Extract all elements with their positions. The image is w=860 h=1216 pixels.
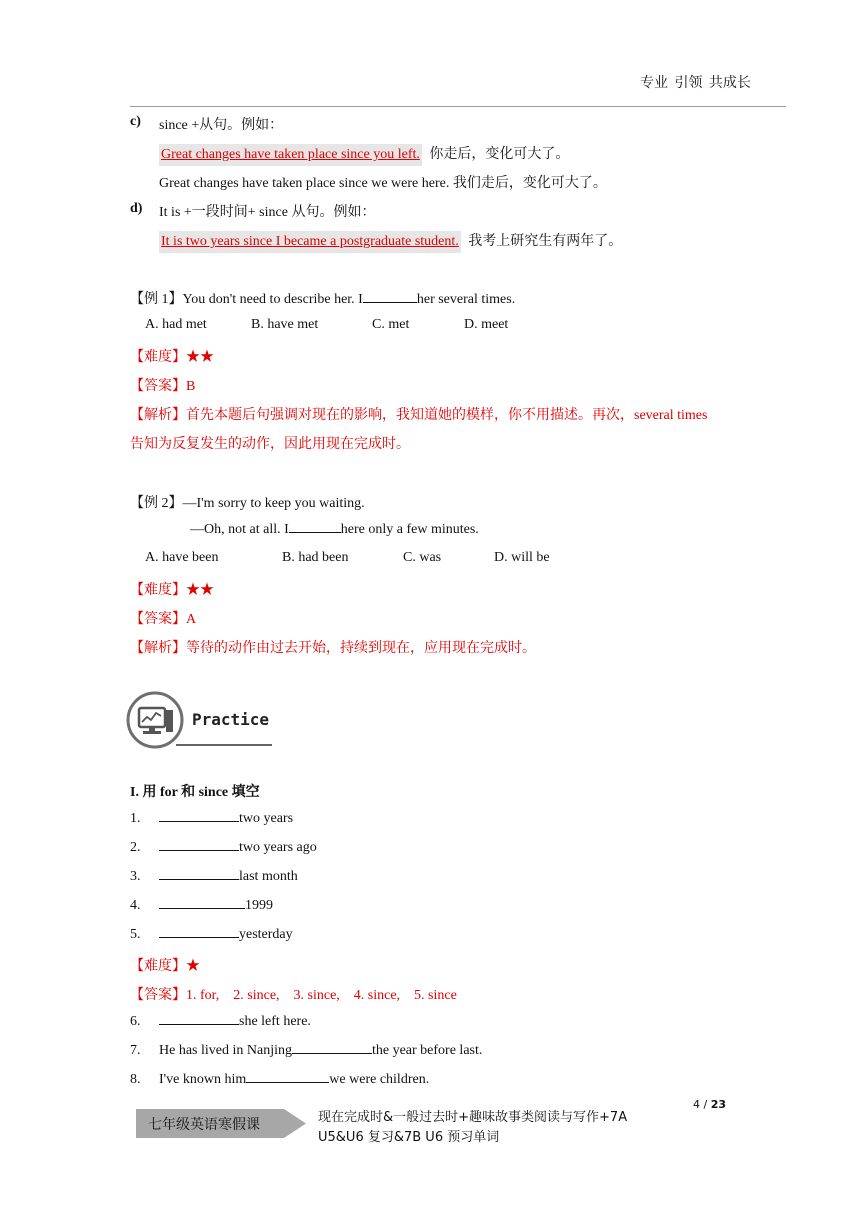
item-d-example-1 (159, 230, 622, 250)
item-text: I've known him (159, 1072, 247, 1087)
item-c-example-2: Great changes have taken place since we were here. 我们走后，变化可大了。 (159, 176, 607, 191)
answer-blank (159, 810, 239, 822)
example-2-option-c: C. was (403, 550, 442, 565)
item-text: 1999 (245, 898, 273, 913)
practice-heading-text: Practice (192, 710, 270, 729)
example-1-analysis-line-2: 告知为反复发生的动作，因此用现在完成时。 (130, 437, 410, 452)
answer-blank (246, 1071, 329, 1083)
practice-heading-underline (176, 744, 272, 746)
practice-heading (126, 690, 276, 750)
page-total: 23 (710, 1098, 727, 1111)
example-1-option-b: B. have met (251, 317, 319, 332)
example-2-analysis: 【解析】等待的动作由过去开始，持续到现在，应用现在完成时。 (130, 641, 536, 656)
practice-difficulty: 【难度】★ (130, 959, 200, 974)
item-text: she left here. (239, 1014, 311, 1029)
item-d-label: d) (130, 201, 143, 216)
highlighted-example: Great changes have taken place since you left. (159, 144, 422, 166)
answer-blank (289, 521, 341, 533)
page-number (693, 1098, 726, 1111)
example-2-option-b: B. had been (282, 550, 349, 565)
list-item (130, 1071, 429, 1088)
list-item (130, 1013, 311, 1030)
header-rule (130, 106, 786, 107)
footer-title-line-2: U5&U6 复习&7B U6 预习单词 (318, 1130, 500, 1145)
item-text: the year before last. (371, 1043, 483, 1058)
page-current: 4 (693, 1098, 700, 1111)
example-2-option-d: D. will be (494, 550, 550, 565)
answer-blank (159, 1013, 239, 1025)
footer-title-line-1: 现在完成时&一般过去时+趣味故事类阅读与写作+7A (318, 1110, 628, 1125)
page-separator: / (700, 1098, 711, 1111)
list-item (130, 868, 298, 885)
example-1-title: 【例 1】 (130, 292, 183, 307)
example-translation: 我考上研究生有两年了。 (468, 234, 623, 249)
example-2-option-a: A. have been (145, 550, 219, 565)
list-item (130, 926, 293, 943)
practice-section-title: I. 用 for 和 since 填空 (130, 785, 260, 800)
item-number: 6. (130, 1014, 141, 1029)
item-c-label: c) (130, 114, 141, 129)
item-text: He has lived in Nanjing (159, 1043, 292, 1058)
item-text: yesterday (239, 927, 293, 942)
highlighted-example: It is two years since I became a postgraduate student. (159, 231, 461, 253)
dialogue-line: here only a few minutes. (340, 522, 479, 537)
answer-blank (159, 868, 239, 880)
answer-blank (159, 926, 239, 938)
footer-badge-text: 七年级英语寒假课 (148, 1117, 260, 1133)
example-1-option-c: C. met (372, 317, 410, 332)
item-number: 7. (130, 1043, 141, 1058)
list-item (130, 810, 293, 827)
item-number: 2. (130, 840, 141, 855)
example-1-option-d: D. meet (464, 317, 509, 332)
question-text: her several times. (416, 292, 516, 307)
list-item (130, 839, 317, 856)
item-text: last month (239, 869, 298, 884)
list-item (130, 1042, 482, 1059)
example-2-difficulty: 【难度】★★ (130, 583, 214, 598)
footer-badge (136, 1109, 306, 1138)
example-1-difficulty: 【难度】★★ (130, 350, 214, 365)
computer-icon (126, 691, 184, 749)
item-number: 3. (130, 869, 141, 884)
answer-blank (159, 839, 239, 851)
example-2-title: 【例 2】 (130, 496, 183, 511)
example-2-line-2 (190, 521, 479, 538)
item-text: two years (239, 811, 294, 826)
example-1-analysis-line-1: 【解析】首先本题后句强调对现在的影响，我知道她的模样，你不用描述。再次，several times (130, 408, 708, 423)
header-right-text: 专业 引领 共成长 (640, 75, 751, 91)
example-translation: 你走后，变化可大了。 (429, 147, 570, 162)
item-c-text: since +从句。例如： (159, 118, 284, 133)
answer-blank (159, 897, 245, 909)
answer-blank (363, 291, 417, 303)
item-text: two years ago (239, 840, 317, 855)
item-number: 4. (130, 898, 141, 913)
example-1-answer: 【答案】B (130, 379, 196, 394)
list-item (130, 897, 273, 914)
item-number: 1. (130, 811, 141, 826)
dialogue-line: —Oh, not at all. I (190, 522, 289, 537)
item-c-example-1 (159, 143, 569, 163)
example-2-line-1 (130, 492, 365, 512)
answer-blank (292, 1042, 372, 1054)
example-1-option-a: A. had met (145, 317, 207, 332)
example-1-question (130, 288, 515, 308)
item-text: we were children. (329, 1072, 430, 1087)
example-2-answer: 【答案】A (130, 612, 197, 627)
item-number: 8. (130, 1072, 141, 1087)
dialogue-line: —I'm sorry to keep you waiting. (182, 496, 365, 511)
question-text: You don't need to describe her. I (182, 292, 363, 307)
item-number: 5. (130, 927, 141, 942)
item-d-text: It is +一段时间+ since 从句。例如： (159, 205, 376, 220)
practice-answer: 【答案】1. for, 2. since, 3. since, 4. since, 5. since (130, 988, 457, 1003)
